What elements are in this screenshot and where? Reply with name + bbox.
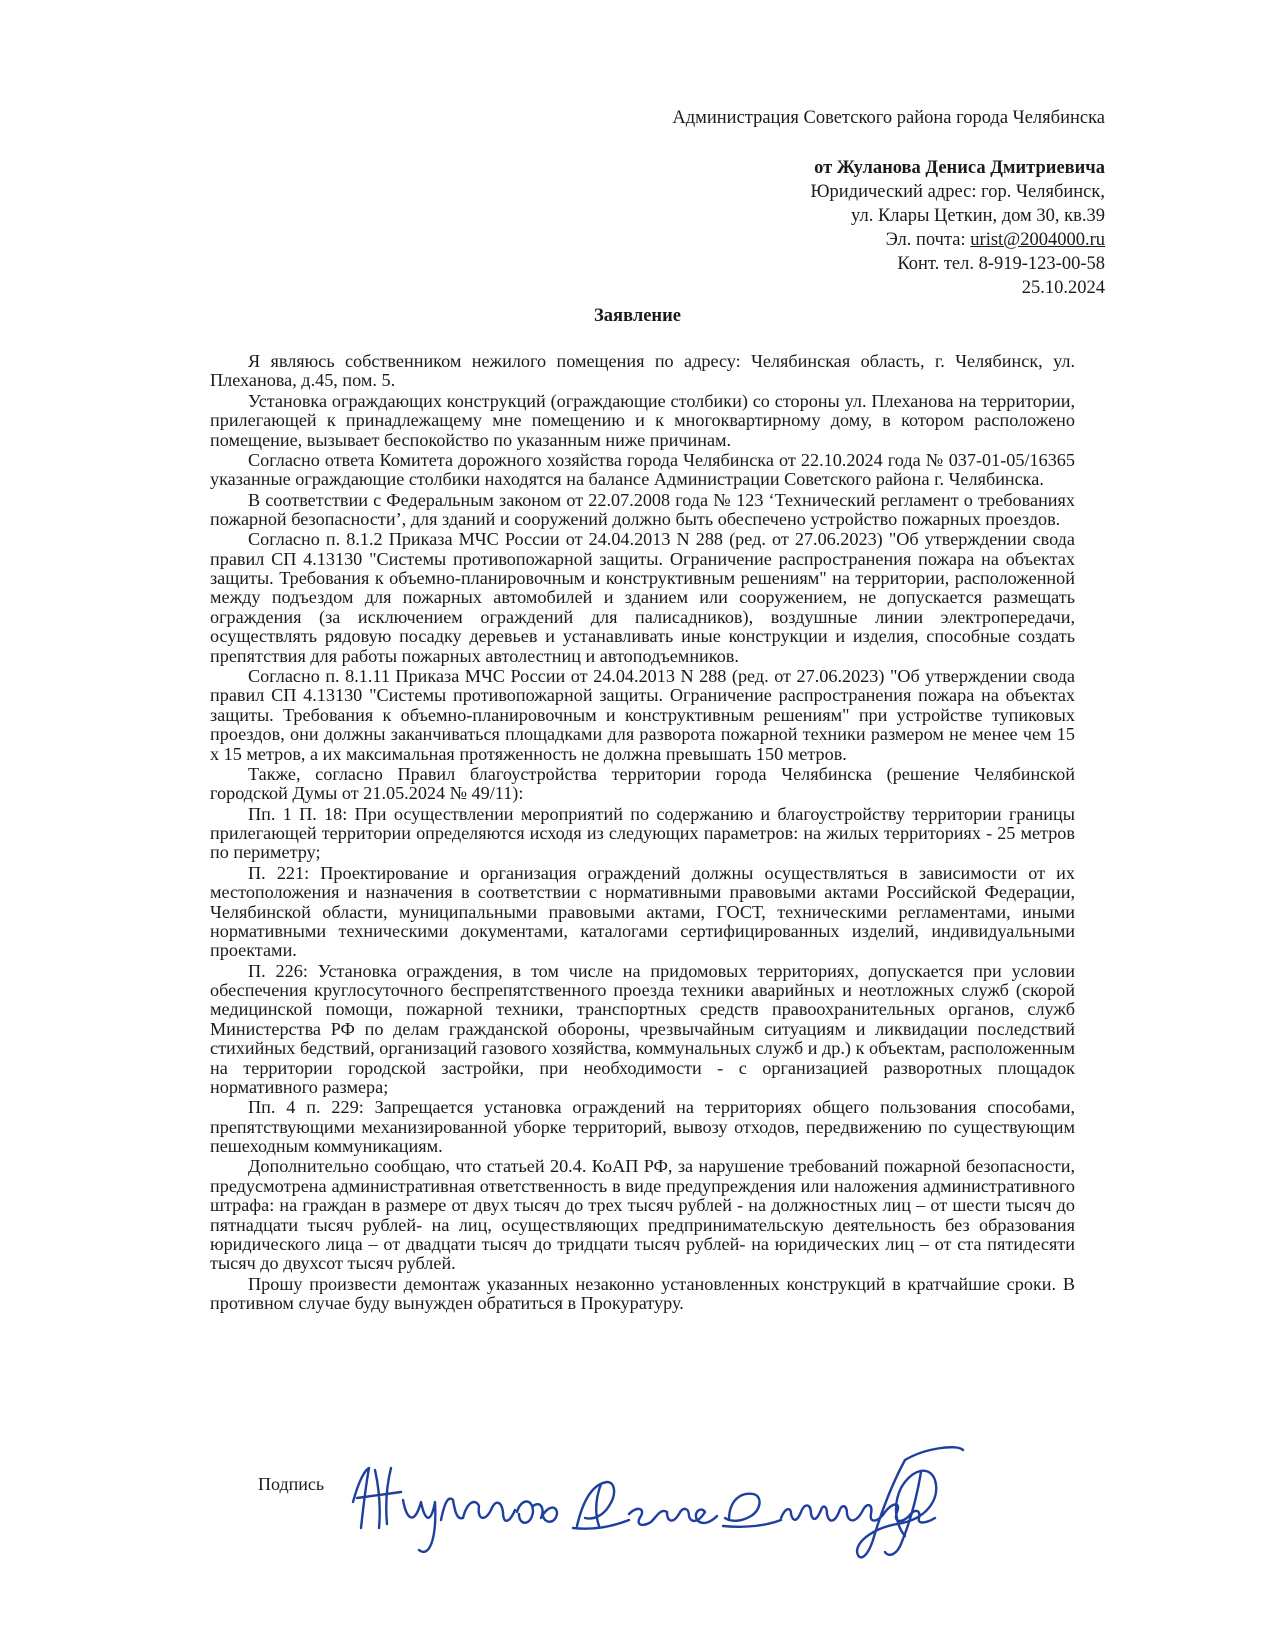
sender-address-line2: ул. Клары Цеткин, дом 30, кв.39 (851, 206, 1105, 226)
sender-address-line1: Юридический адрес: гор. Челябинск, (810, 182, 1105, 202)
paragraph: Прошу произвести демонтаж указанных незаконно установленных конструкций в кратчайшие сроки. В противном случае буду вынужден обратиться в Прокуратуру. (210, 1273, 1075, 1314)
paragraph: Пп. 1 П. 18: При осуществлении мероприятий по содержанию и благоустройству территории границы прилегающей территории определяются исходя из следующих параметров: на жилых территориях - 25 метров по периметру; (210, 803, 1075, 863)
paragraph: Установка ограждающих конструкций (ограждающие столбики) со стороны ул. Плеханова на территории, прилегающей к принадлежащему мне помещению и к многоквартирному дому, в котором расположено помещение, вызывает беспокойство по указанным ниже причинам. (210, 390, 1075, 450)
paragraph: В соответствии с Федеральным законом от 22.07.2008 года № 123 ‘Технический регламент о требованиях пожарной безопасности’, для зданий и сооружений должно быть обеспечено устройство пожарных проездов. (210, 489, 1075, 529)
sender-phone: Конт. тел. 8-919-123-00-58 (897, 254, 1105, 274)
handwritten-signature (345, 1440, 965, 1570)
sender-email-label: Эл. почта: (885, 230, 971, 250)
document-body (210, 352, 1075, 1314)
paragraph: П. 221: Проектирование и организация ограждений должны осуществляться в зависимости от их местоположения и назначения в соответствии с нормативными правовыми актами Российской Федерации, Челябинской области, муниципальными правовыми актами, ГОСТ, техническими регламентами, иными нормативными техническими документами, каталогами сертифицированных изделий, индивидуальными проектами. (210, 862, 1075, 961)
paragraph: Согласно ответа Комитета дорожного хозяйства города Челябинска от 22.10.2024 года № 037-01-05/16365 указанные ограждающие столбики находятся на балансе Администрации Советского района г. Челябинска. (210, 449, 1075, 490)
paragraph: Согласно п. 8.1.11 Приказа МЧС России от 24.04.2013 N 288 (ред. от 27.06.2023) "Об утверждении свода правил СП 4.13130 "Системы противопожарной защиты. Ограничение распространения пожара на объектах защиты. Требования к объемно-планировочным и конструктивным решениям" при устройстве тупиковых проездов, они должны заканчиваться площадками для разворота пожарной техники размером не менее чем 15 x 15 метров, а их максимальная протяженность не должна превышать 150 метров. (210, 665, 1075, 764)
paragraph: Дополнительно сообщаю, что статьей 20.4. КоАП РФ, за нарушение требований пожарной безопасности, предусмотрена административная ответственность в виде предупреждения или наложения административного штрафа: на граждан в размере от двух тысяч до трех тысяч рублей - на должностных лиц – от шести тысяч до пятнадцати тысяч рублей- на лиц, осуществляющих предпринимательскую деятельность без образования юридического лица – от двадцати тысяч до тридцати тысяч рублей- на юридических лиц – от ста пятидесяти тысяч до двухсот тысяч рублей. (210, 1156, 1075, 1274)
sender-email-line (811, 228, 1106, 252)
document-title: Заявление (594, 306, 681, 326)
addressee: Администрация Советского района города Челябинска (672, 108, 1105, 128)
paragraph: Согласно п. 8.1.2 Приказа МЧС России от 24.04.2013 N 288 (ред. от 27.06.2023) "Об утверждении свода правил СП 4.13130 "Системы противопожарной защиты. Ограничение распространения пожара на объектах защиты. Требования к объемно-планировочным и конструктивным решениям" на территории, расположенной между подъездом для пожарных автомобилей и зданием или сооружением, не допускается размещать ограждения (за исключением ограждений для палисадников), воздушные линии электропередачи, осуществлять рядовую посадку деревьев и устанавливать иные конструкции и изделия, способные создать препятствия для работы пожарных автолестниц и автоподъемников. (210, 529, 1075, 666)
signature-label: Подпись (258, 1474, 325, 1494)
paragraph: П. 226: Установка ограждения, в том числе на придомовых территориях, допускается при условии обеспечения круглосуточного беспрепятственного проезда техники аварийных и неотложных служб (скорой медицинской помощи, пожарной техники, транспортных средств правоохранительных органов, служб Министерства РФ по делам гражданской обороны, чрезвычайным ситуациям и ликвидации последствий стихийных бедствий, организаций газового хозяйства, коммунальных служб и др.) к объектам, расположенным на территории городской застройки, при необходимости - с организацией разворотных площадок нормативного размера; (210, 960, 1075, 1098)
sender-email: urist@2004000.ru (970, 230, 1105, 250)
paragraph: Также, согласно Правил благоустройства территории города Челябинска (решение Челябинской городской Думы от 21.05.2024 № 49/11): (210, 763, 1075, 804)
sender-block (811, 156, 1106, 300)
document-date: 25.10.2024 (1021, 278, 1105, 298)
sender-name: от Жуланова Дениса Дмитриевича (814, 158, 1105, 178)
paragraph: Пп. 4 п. 229: Запрещается установка ограждений на территориях общего пользования способами, препятствующими механизированной уборке территорий, вывозу отходов, передвижению по существующим пешеходным коммуникациям. (210, 1097, 1075, 1157)
paragraph: Я являюсь собственником нежилого помещения по адресу: Челябинская область, г. Челябинск, ул. Плеханова, д.45, пом. 5. (210, 351, 1075, 391)
